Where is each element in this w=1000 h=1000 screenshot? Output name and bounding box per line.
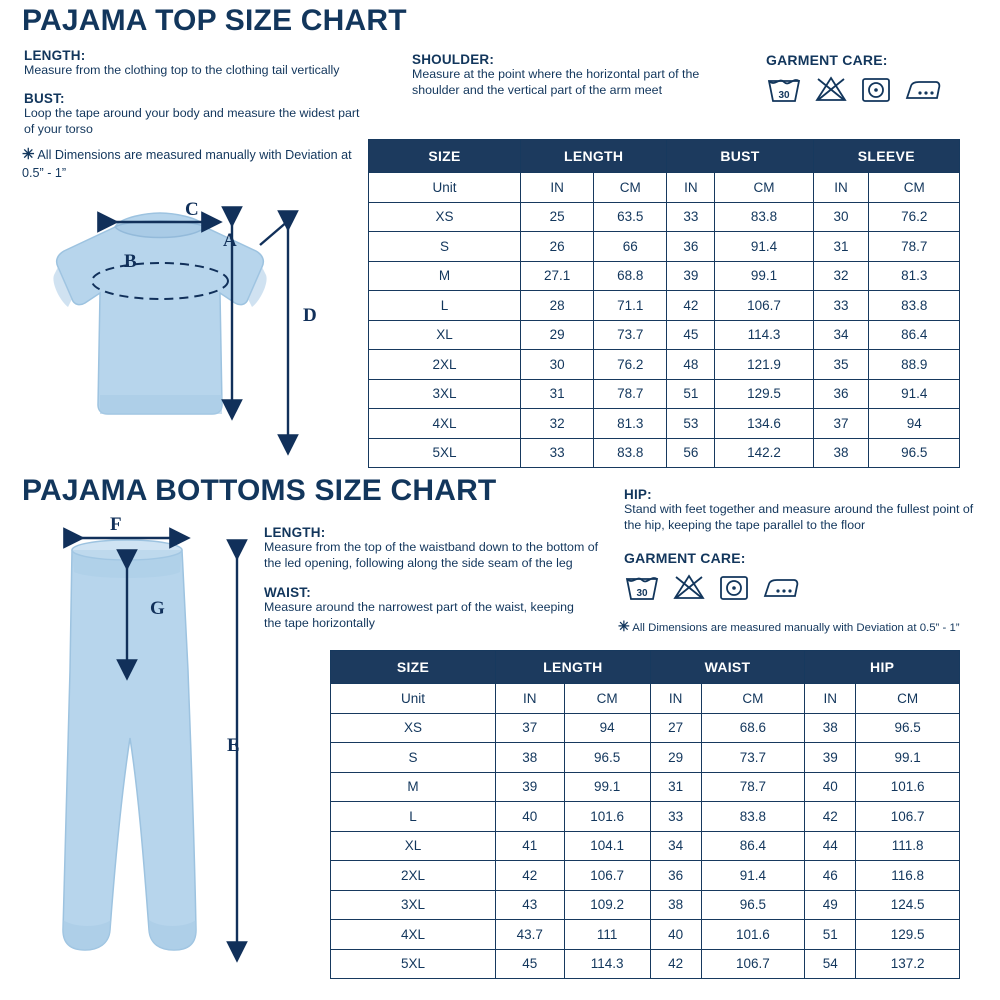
cell: 45 [667, 320, 715, 350]
cell-size: L [331, 802, 496, 832]
cell: 38 [650, 890, 701, 920]
instruction-text: Loop the tape around your body and measure the widest part of your torso [24, 106, 360, 136]
wash-30-icon [624, 572, 660, 602]
cell: 83.8 [594, 438, 667, 468]
cell: 76.2 [594, 350, 667, 380]
cell: 34 [650, 831, 701, 861]
instruction-label: HIP: [624, 487, 652, 502]
header-length: LENGTH [521, 140, 667, 173]
table-body [331, 684, 960, 979]
dimension-label-d: D [303, 305, 317, 326]
cell: 39 [667, 261, 715, 291]
cell-size: 3XL [369, 379, 521, 409]
header-sleeve: SLEEVE [813, 140, 959, 173]
cell: 37 [496, 713, 565, 743]
cell: 106.7 [856, 802, 960, 832]
cell: 111.8 [856, 831, 960, 861]
cell: 27 [650, 713, 701, 743]
dimension-label-g: G [150, 598, 165, 619]
cell: 46 [805, 861, 856, 891]
instruction-text: Stand with feet together and measure around the fullest point of the hip, keeping the tape parallel to the floor [624, 502, 974, 532]
cell: 56 [667, 438, 715, 468]
cell: 109.2 [564, 890, 650, 920]
cell-unit: CM [564, 684, 650, 714]
cell: 43.7 [496, 920, 565, 950]
cell: 96.5 [856, 713, 960, 743]
cell: 91.4 [715, 232, 813, 262]
cell: 42 [805, 802, 856, 832]
table-row-unit [369, 173, 960, 203]
instruction-label: WAIST: [264, 585, 311, 600]
cell: 81.3 [594, 409, 667, 439]
cell: 43 [496, 890, 565, 920]
instruction-bottoms-waist [264, 585, 594, 632]
header-hip: HIP [805, 651, 960, 684]
instruction-text: Measure from the clothing top to the clothing tail vertically [24, 63, 340, 77]
cell: 81.3 [869, 261, 960, 291]
cell: 78.7 [701, 772, 805, 802]
instruction-bottoms-hip [624, 487, 974, 534]
cell: 78.7 [869, 232, 960, 262]
instruction-top-bust [24, 91, 369, 138]
cell: 121.9 [715, 350, 813, 380]
cell: 114.3 [715, 320, 813, 350]
cell: 96.5 [701, 890, 805, 920]
cell-unit: CM [869, 173, 960, 203]
cell-size: XS [369, 202, 521, 232]
iron-low-icon [903, 74, 943, 104]
wash-30-icon [766, 74, 802, 104]
table-row [369, 261, 960, 291]
dimension-label-f: F [110, 514, 122, 535]
cell: 33 [521, 438, 594, 468]
table-row [331, 861, 960, 891]
cell: 42 [667, 291, 715, 321]
cell: 116.8 [856, 861, 960, 891]
instruction-bottoms-length [264, 525, 614, 572]
table-row [369, 350, 960, 380]
header-length: LENGTH [496, 651, 651, 684]
table-head [369, 140, 960, 173]
cell: 36 [667, 232, 715, 262]
cell-unit: CM [701, 684, 805, 714]
cell: 38 [805, 713, 856, 743]
cell: 68.6 [701, 713, 805, 743]
cell: 51 [667, 379, 715, 409]
header-size: SIZE [369, 140, 521, 173]
table-row [369, 438, 960, 468]
cell: 94 [869, 409, 960, 439]
table-row [369, 379, 960, 409]
cell: 106.7 [715, 291, 813, 321]
cell-size: XL [331, 831, 496, 861]
tumble-dry-icon [860, 74, 892, 104]
table-row [331, 713, 960, 743]
cell: 40 [496, 802, 565, 832]
table-row [369, 202, 960, 232]
instruction-label: SHOULDER: [412, 52, 495, 67]
cell: 34 [813, 320, 869, 350]
cell: 42 [650, 949, 701, 979]
cell: 91.4 [869, 379, 960, 409]
cell: 129.5 [715, 379, 813, 409]
header-size: SIZE [331, 651, 496, 684]
no-bleach-icon [813, 74, 849, 104]
cell: 104.1 [564, 831, 650, 861]
cell: 106.7 [701, 949, 805, 979]
table-row [369, 320, 960, 350]
iron-low-icon [761, 572, 801, 602]
cell: 45 [496, 949, 565, 979]
deviation-note-top [22, 145, 352, 182]
cell-unit-label: Unit [369, 173, 521, 203]
cell-unit: IN [496, 684, 565, 714]
table-row [331, 831, 960, 861]
cell: 54 [805, 949, 856, 979]
header-waist: WAIST [650, 651, 805, 684]
cell-unit: IN [650, 684, 701, 714]
cell-unit: CM [856, 684, 960, 714]
cell: 76.2 [869, 202, 960, 232]
cell: 29 [650, 743, 701, 773]
no-bleach-icon [671, 572, 707, 602]
cell-size: XS [331, 713, 496, 743]
cell: 111 [564, 920, 650, 950]
cell: 86.4 [701, 831, 805, 861]
cell: 73.7 [701, 743, 805, 773]
cell: 40 [650, 920, 701, 950]
cell-size: L [369, 291, 521, 321]
cell: 99.1 [564, 772, 650, 802]
cell: 86.4 [869, 320, 960, 350]
cell: 35 [813, 350, 869, 380]
cell: 29 [521, 320, 594, 350]
cell: 38 [496, 743, 565, 773]
instruction-label: BUST: [24, 91, 65, 106]
dimension-label-a: A [223, 230, 237, 251]
dimension-label-e: E [227, 735, 240, 756]
cell: 137.2 [856, 949, 960, 979]
cell: 99.1 [715, 261, 813, 291]
cell: 33 [813, 291, 869, 321]
cell: 30 [813, 202, 869, 232]
cell: 41 [496, 831, 565, 861]
cell: 51 [805, 920, 856, 950]
cell: 33 [650, 802, 701, 832]
cell: 78.7 [594, 379, 667, 409]
cell: 31 [650, 772, 701, 802]
instruction-label: LENGTH: [24, 48, 86, 63]
cell: 44 [805, 831, 856, 861]
cell-unit: IN [667, 173, 715, 203]
asterisk-icon: ✳ [618, 618, 630, 634]
table-row [331, 949, 960, 979]
garment-care-top [766, 52, 943, 104]
cell: 106.7 [564, 861, 650, 891]
cell-size: 4XL [369, 409, 521, 439]
cell-size: 3XL [331, 890, 496, 920]
table-row [331, 743, 960, 773]
instruction-text: Measure around the narrowest part of the waist, keeping the tape horizontally [264, 600, 574, 630]
cell: 83.8 [701, 802, 805, 832]
cell: 129.5 [856, 920, 960, 950]
cell: 39 [496, 772, 565, 802]
cell: 114.3 [564, 949, 650, 979]
cell: 73.7 [594, 320, 667, 350]
cell: 33 [667, 202, 715, 232]
cell: 32 [813, 261, 869, 291]
cell: 101.6 [564, 802, 650, 832]
table-row [331, 772, 960, 802]
table-row [331, 802, 960, 832]
cell: 101.6 [856, 772, 960, 802]
table-row [369, 409, 960, 439]
cell: 39 [805, 743, 856, 773]
cell-unit-label: Unit [331, 684, 496, 714]
cell: 99.1 [856, 743, 960, 773]
tumble-dry-icon [718, 572, 750, 602]
cell: 31 [521, 379, 594, 409]
instruction-text: Measure at the point where the horizontal part of the shoulder and the vertical part of the arm meet [412, 67, 700, 97]
cell-size: 2XL [369, 350, 521, 380]
cell-unit: CM [715, 173, 813, 203]
deviation-note-text: All Dimensions are measured manually with Deviation at 0.5” - 1” [632, 622, 960, 634]
cell: 30 [521, 350, 594, 380]
cell-size: 5XL [369, 438, 521, 468]
cell-size: 5XL [331, 949, 496, 979]
garment-care-icon-row [624, 572, 801, 602]
cell-size: S [331, 743, 496, 773]
page-title-top: PAJAMA TOP SIZE CHART [22, 4, 407, 37]
cell: 83.8 [715, 202, 813, 232]
svg-text:30: 30 [636, 588, 648, 599]
dimension-label-c: C [185, 199, 199, 220]
table-row [331, 890, 960, 920]
cell: 53 [667, 409, 715, 439]
page-title-bottoms: PAJAMA BOTTOMS SIZE CHART [22, 474, 497, 507]
table-row [369, 291, 960, 321]
garment-care-bottoms [624, 550, 801, 602]
table-group-header-row [369, 140, 960, 173]
cell-size: M [369, 261, 521, 291]
cell: 28 [521, 291, 594, 321]
garment-care-icon-row [766, 74, 943, 104]
cell-size: S [369, 232, 521, 262]
table-row-unit [331, 684, 960, 714]
cell: 142.2 [715, 438, 813, 468]
instruction-text: Measure from the top of the waistband down to the bottom of the led opening, following along the side seam of the leg [264, 540, 599, 570]
cell: 96.5 [564, 743, 650, 773]
pajama-top-illustration [20, 195, 350, 465]
cell: 66 [594, 232, 667, 262]
cell-size: 4XL [331, 920, 496, 950]
cell-unit: CM [594, 173, 667, 203]
garment-care-title: GARMENT CARE: [766, 52, 888, 68]
deviation-note-text: All Dimensions are measured manually with Deviation at 0.5” - 1” [22, 148, 352, 181]
cell: 83.8 [869, 291, 960, 321]
size-table-top [368, 139, 960, 468]
cell-size: 2XL [331, 861, 496, 891]
cell: 37 [813, 409, 869, 439]
cell-size: M [331, 772, 496, 802]
cell: 48 [667, 350, 715, 380]
cell: 31 [813, 232, 869, 262]
cell: 94 [564, 713, 650, 743]
cell: 96.5 [869, 438, 960, 468]
header-bust: BUST [667, 140, 813, 173]
cell: 26 [521, 232, 594, 262]
table-group-header-row [331, 651, 960, 684]
instruction-label: LENGTH: [264, 525, 326, 540]
cell: 38 [813, 438, 869, 468]
table-row [331, 920, 960, 950]
cell-size: XL [369, 320, 521, 350]
table-row [369, 232, 960, 262]
dimension-label-b: B [124, 251, 137, 272]
table-body [369, 173, 960, 468]
cell: 68.8 [594, 261, 667, 291]
cell-unit: IN [813, 173, 869, 203]
cell: 25 [521, 202, 594, 232]
pajama-bottoms-illustration [30, 514, 280, 990]
cell: 36 [813, 379, 869, 409]
cell: 63.5 [594, 202, 667, 232]
svg-text:30: 30 [778, 90, 790, 101]
cell: 134.6 [715, 409, 813, 439]
cell-unit: IN [521, 173, 594, 203]
instruction-top-length [24, 48, 394, 79]
instruction-top-shoulder [412, 52, 742, 99]
table-head [331, 651, 960, 684]
cell: 32 [521, 409, 594, 439]
cell: 101.6 [701, 920, 805, 950]
cell: 88.9 [869, 350, 960, 380]
cell: 124.5 [856, 890, 960, 920]
asterisk-icon: ✳ [22, 146, 35, 163]
cell: 71.1 [594, 291, 667, 321]
cell: 40 [805, 772, 856, 802]
cell: 49 [805, 890, 856, 920]
cell-unit: IN [805, 684, 856, 714]
deviation-note-bottoms [618, 618, 993, 635]
garment-care-title: GARMENT CARE: [624, 550, 746, 566]
size-table-bottoms [330, 650, 960, 979]
cell: 42 [496, 861, 565, 891]
cell: 27.1 [521, 261, 594, 291]
cell: 91.4 [701, 861, 805, 891]
cell: 36 [650, 861, 701, 891]
